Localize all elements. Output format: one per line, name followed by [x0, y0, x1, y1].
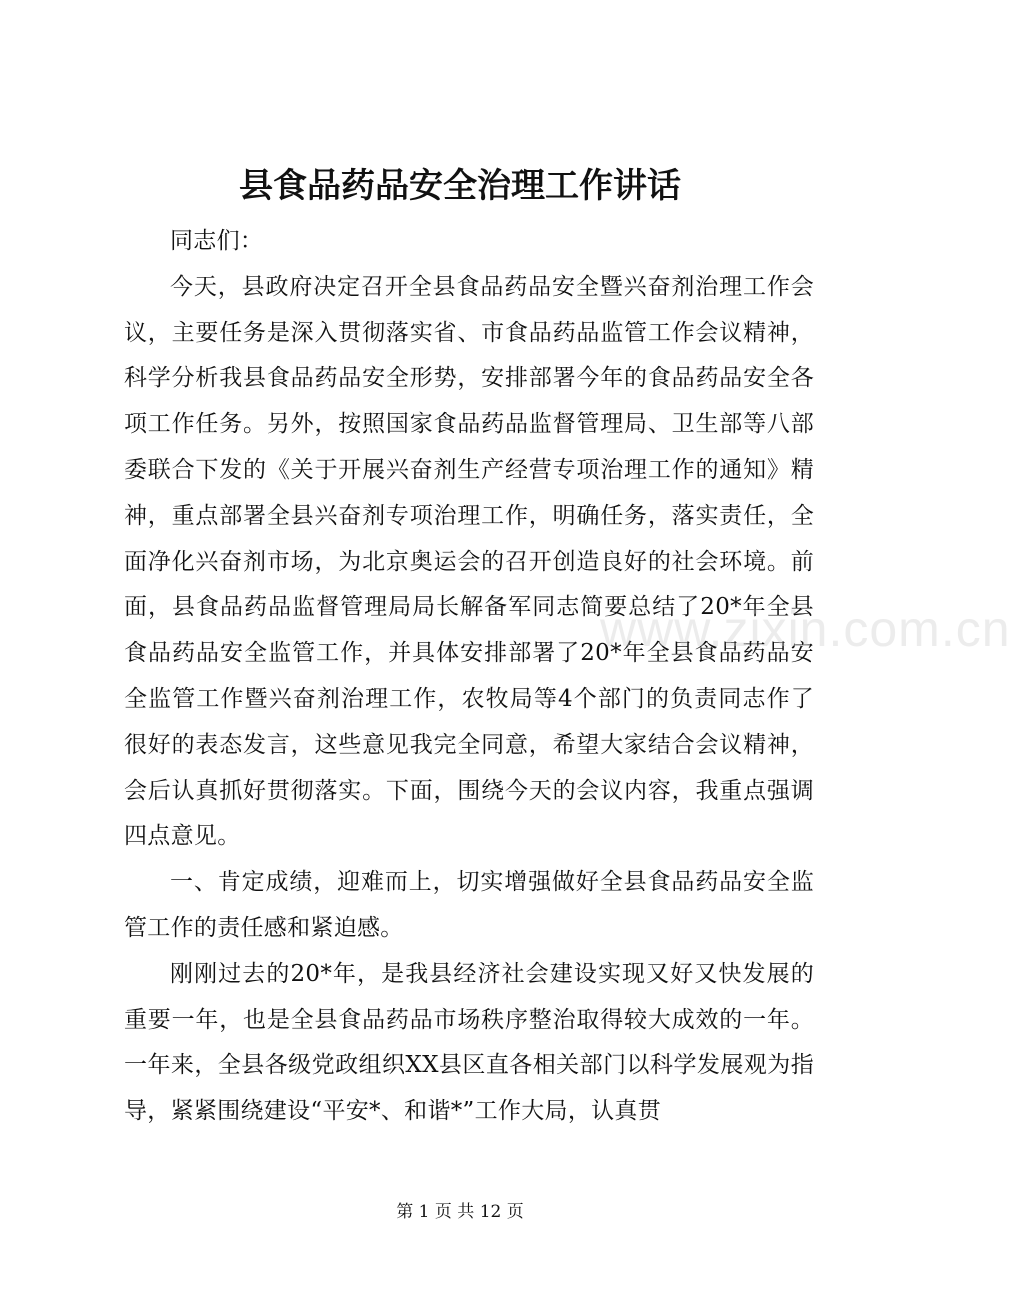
salutation: 同志们：: [170, 228, 264, 254]
document-body: [124, 219, 814, 1135]
paragraph-review: 刚刚过去的20*年，是我县经济社会建设实现又好又快发展的重要一年，也是全县食品药品市场秩序整治取得较大成效的一年。一年来，全县各级党政组织XX县区直各相关部门以科学发展观为指导，紧紧围绕建设“平安*、和谐*”工作大局，认真贯: [124, 960, 814, 1125]
document-title: 县食品药品安全治理工作讲话: [239, 166, 681, 206]
watermark: www.zixin.com.cn: [600, 601, 1011, 657]
page-footer: 第 1 页 共 12 页: [396, 1202, 524, 1222]
section-heading-1: 一、肯定成绩，迎难而上，切实增强做好全县食品药品安全监管工作的责任感和紧迫感。: [124, 869, 814, 941]
paragraph-intro: 今天，县政府决定召开全县食品药品安全暨兴奋剂治理工作会议，主要任务是深入贯彻落实省、市食品药品监管工作会议精神，科学分析我县食品药品安全形势，安排部署今年的食品药品安全各项工作任务。另外，按照国家食品药品监督管理局、卫生部等八部委联合下发的《关于开展兴奋剂生产经营专项治理工作的通知》精神，重点部署全县兴奋剂专项治理工作，明确任务，落实责任，全面净化兴奋剂市场，为北京奥运会的召开创造良好的社会环境。前面，县食品药品监督管理局局长解备军同志简要总结了20*年全县食品药品安全监管工作，并具体安排部署了20*年全县食品药品安全监管工作暨兴奋剂治理工作，农牧局等4个部门的负责同志作了很好的表态发言，这些意见我完全同意，希望大家结合会议精神，会后认真抓好贯彻落实。下面，围绕今天的会议内容，我重点强调四点意见。: [124, 273, 814, 850]
